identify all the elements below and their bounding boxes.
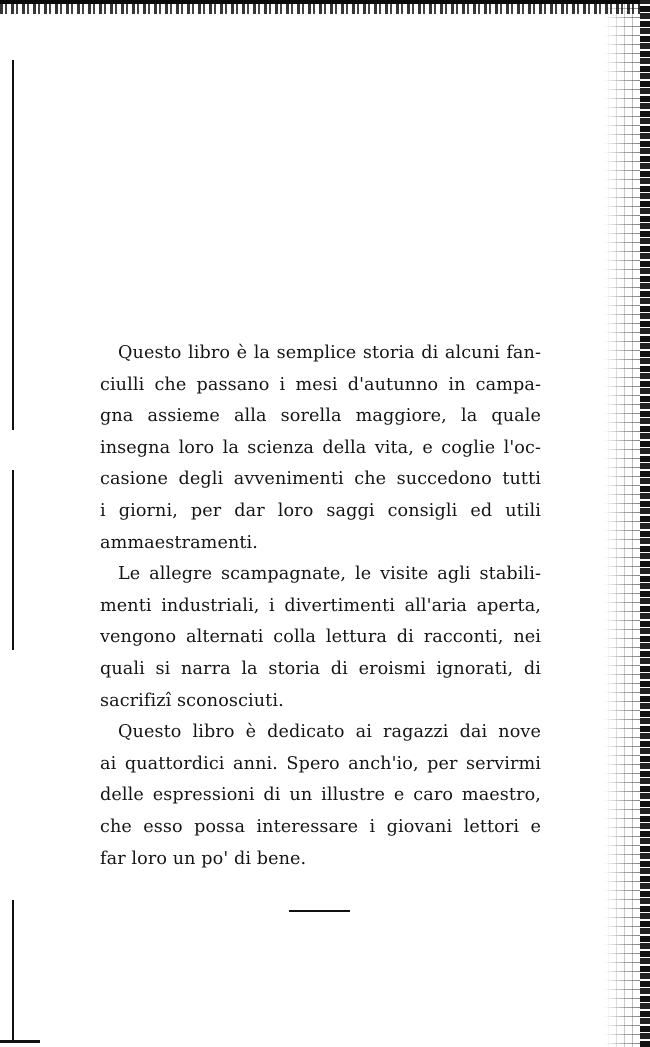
text-line: i giorni, per dar loro saggi consigli ed utili — [100, 500, 541, 521]
text-line: far loro un po' di bene. — [100, 848, 307, 869]
left-margin-mark — [12, 470, 14, 650]
text-line: vengono alternati colla lettura di racconti, nei — [100, 627, 541, 648]
text-line: ammaestramenti. — [100, 532, 258, 553]
text-line: Le allegre scampagnate, le visite agli stabili- — [118, 564, 541, 585]
paragraph-2 — [100, 559, 541, 717]
paragraph-1 — [100, 338, 541, 559]
text-line: insegna loro la scienza della vita, e coglie l'oc- — [100, 437, 541, 458]
left-margin-mark — [12, 60, 14, 430]
text-line: Questo libro è la semplice storia di alcuni fan- — [118, 343, 541, 363]
preface-text — [100, 338, 541, 875]
text-line: delle espressioni di un illustre e caro maestro, — [100, 785, 541, 806]
left-margin-mark — [0, 1040, 40, 1043]
top-scan-border — [0, 0, 650, 4]
text-line: casione degli avvenimenti che succedono tutti — [100, 469, 541, 490]
text-line: sacrifizî sconosciuti. — [100, 690, 284, 711]
text-line: che esso possa interessare i giovani lettori e — [100, 816, 541, 837]
right-scan-border — [640, 0, 650, 1047]
text-line: menti industriali, i divertimenti all'aria aperta, — [100, 595, 541, 616]
text-line: gna assieme alla sorella maggiore, la quale — [100, 406, 541, 427]
text-line: ai quattordici anni. Spero anch'io, per servirmi — [100, 753, 541, 774]
text-line: quali si narra la storia di eroismi ignorati, di — [100, 658, 541, 679]
text-line: ciulli che passano i mesi d'autunno in campa- — [100, 374, 541, 395]
paragraph-3 — [100, 717, 541, 875]
section-end-rule — [289, 910, 350, 912]
text-line: Questo libro è dedicato ai ragazzi dai nove — [118, 722, 541, 743]
left-margin-mark — [12, 900, 14, 1040]
